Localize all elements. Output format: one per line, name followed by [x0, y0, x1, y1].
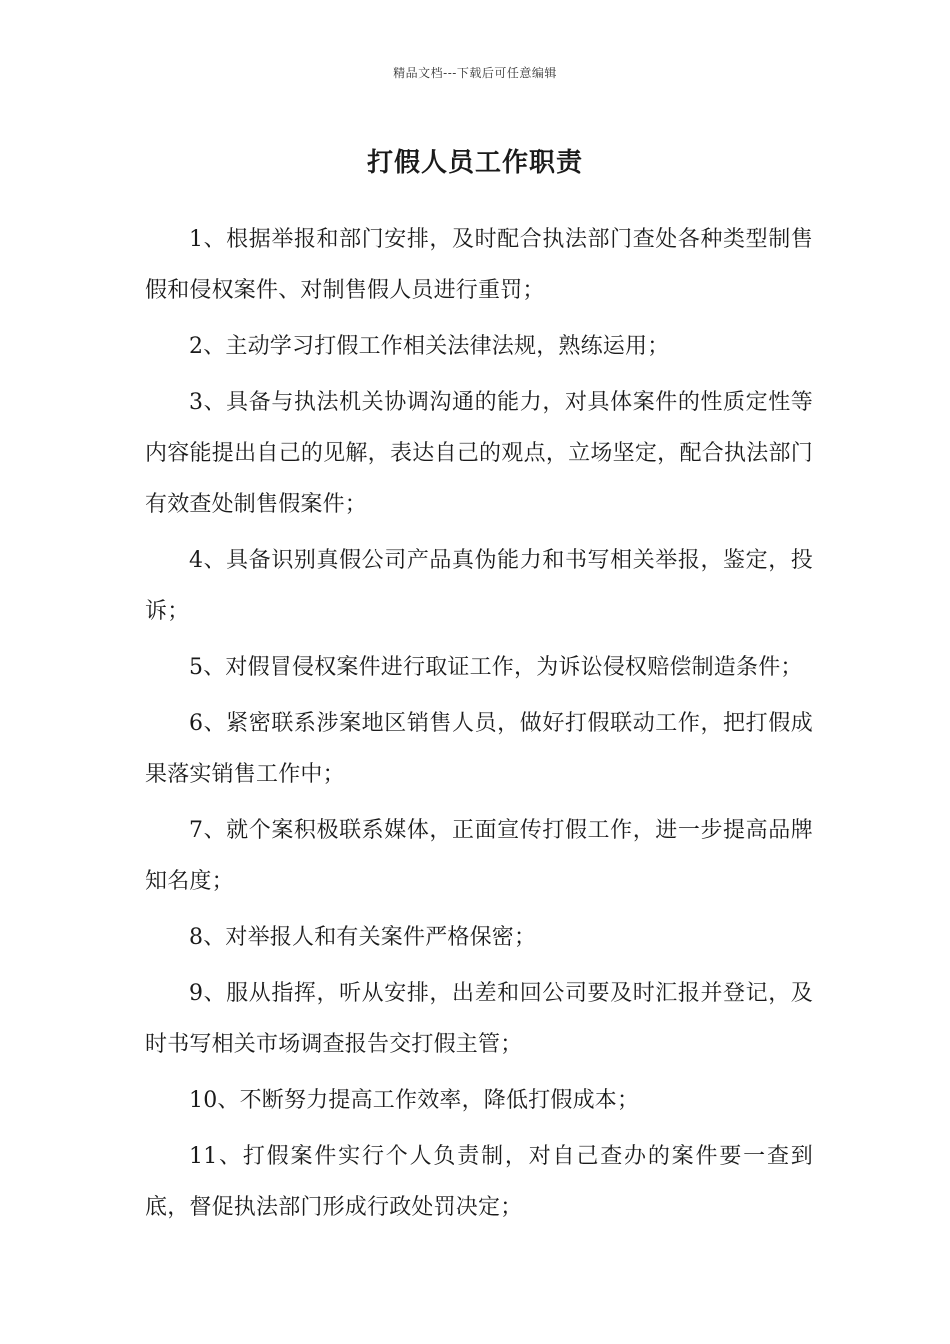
- header-note: 精品文档---下载后可任意编辑: [393, 66, 557, 80]
- duty-item-11: 11、打假案件实行个人负责制，对自己查办的案件要一查到底，督促执法部门形成行政处罚决定；: [145, 1144, 813, 1220]
- duty-item-4: 4、具备识别真假公司产品真伪能力和书写相关举报，鉴定，投诉；: [145, 548, 813, 624]
- duty-item-3: 3、具备与执法机关协调沟通的能力，对具体案件的性质定性等内容能提出自己的见解，表达自己的观点，立场坚定，配合执法部门有效查处制售假案件；: [145, 390, 813, 517]
- duty-item-2: 2、主动学习打假工作相关法律法规，熟练运用；: [189, 334, 670, 359]
- duty-item-5: 5、对假冒侵权案件进行取证工作，为诉讼侵权赔偿制造条件；: [189, 655, 803, 680]
- duty-item-1: 1、根据举报和部门安排，及时配合执法部门查处各种类型制售假和侵权案件、对制售假人员进行重罚；: [145, 227, 813, 303]
- duty-item-7: 7、就个案积极联系媒体，正面宣传打假工作，进一步提高品牌知名度；: [145, 818, 813, 894]
- document-title: 打假人员工作职责: [366, 148, 583, 178]
- duty-item-9: 9、服从指挥，听从安排，出差和回公司要及时汇报并登记，及时书写相关市场调查报告交打假主管；: [145, 981, 813, 1057]
- duty-item-8: 8、对举报人和有关案件严格保密；: [189, 925, 537, 950]
- document-body: [145, 214, 813, 1238]
- duty-item-6: 6、紧密联系涉案地区销售人员，做好打假联动工作，把打假成果落实销售工作中；: [145, 711, 813, 787]
- duty-item-10: 10、不断努力提高工作效率，降低打假成本；: [189, 1088, 640, 1113]
